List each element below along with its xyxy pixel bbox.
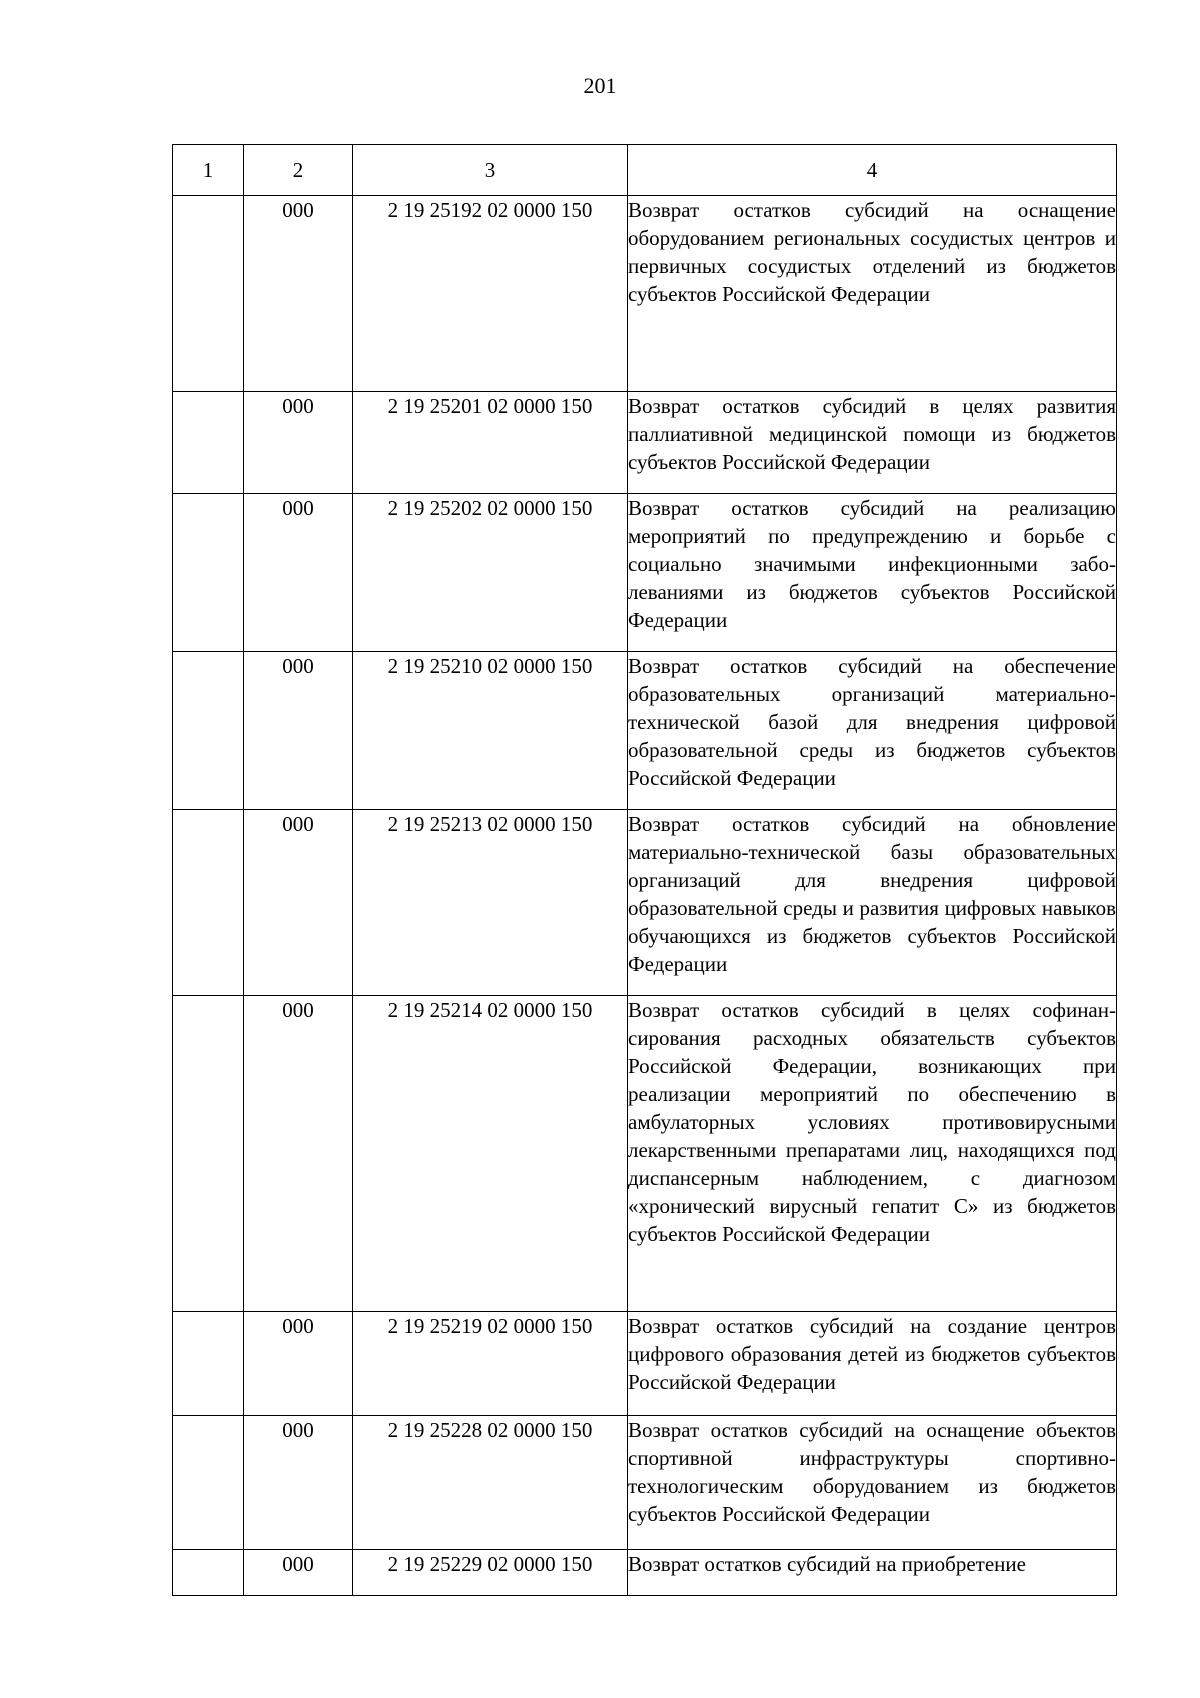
description-cell: Возврат остатков субсидий на приобретение <box>628 1550 1117 1596</box>
admin-code-cell: 000 <box>244 1550 353 1596</box>
table-row <box>173 494 1117 652</box>
description-cell: Возврат остатков субсидий на оснащение оборудованием региональных сосудистых центров и первичных сосудистых отделений из бюджетов субъектов Российской Федерации <box>628 196 1117 392</box>
description-cell: Возврат остатков субсидий на обновление материально-технической базы образовательных организаций для внедрения цифровой образовательной среды и развития цифровых навыков обучающихся из бюджетов субъектов Российской Федерации <box>628 810 1117 996</box>
row-number-cell <box>173 494 244 652</box>
row-number-cell <box>173 652 244 810</box>
description-cell: Возврат остатков субсидий на обеспечение образовательных организаций материально-технической базой для внедрения цифровой образовательной среды из бюджетов субъектов Российской Федерации <box>628 652 1117 810</box>
admin-code-cell: 000 <box>244 810 353 996</box>
description-cell: Возврат остатков субсидий на реализацию мероприятий по предупреждению и борьбе с социально значимыми инфекционными заболеваниями из бюджетов субъектов Российской Федерации <box>628 494 1117 652</box>
kbk-code-cell: 2 19 25202 02 0000 150 <box>353 494 628 652</box>
kbk-code-cell: 2 19 25210 02 0000 150 <box>353 652 628 810</box>
kbk-code-cell: 2 19 25214 02 0000 150 <box>353 996 628 1312</box>
table-row <box>173 392 1117 494</box>
row-number-cell <box>173 810 244 996</box>
row-number-cell <box>173 1416 244 1550</box>
table-row <box>173 1550 1117 1596</box>
admin-code-cell: 000 <box>244 996 353 1312</box>
description-cell: Возврат остатков субсидий в целях софинансирования расходных обязательств субъектов Российской Федерации, возникающих при реализации мероприятий по обеспечению в амбулаторных условиях противовирусными лекарственными препаратами лиц, находящихся под диспансерным наблюдением, с диагнозом «хронический вирусный гепатит C» из бюджетов субъектов Российской Федерации <box>628 996 1117 1312</box>
column-header-4: 4 <box>628 145 1117 196</box>
kbk-code-cell: 2 19 25229 02 0000 150 <box>353 1550 628 1596</box>
column-header-1: 1 <box>173 145 244 196</box>
table-row <box>173 652 1117 810</box>
description-cell: Возврат остатков субсидий на создание центров цифрового образования детей из бюджетов субъектов Российской Федерации <box>628 1312 1117 1416</box>
budget-code-table <box>172 144 1117 1596</box>
admin-code-cell: 000 <box>244 1312 353 1416</box>
row-number-cell <box>173 196 244 392</box>
row-number-cell <box>173 392 244 494</box>
description-cell: Возврат остатков субсидий в целях развития паллиативной медицинской помощи из бюджетов субъектов Российской Федерации <box>628 392 1117 494</box>
kbk-code-cell: 2 19 25228 02 0000 150 <box>353 1416 628 1550</box>
table-row <box>173 1312 1117 1416</box>
description-cell: Возврат остатков субсидий на оснащение объектов спортивной инфраструктуры спортивно-технологическим оборудованием из бюджетов субъектов Российской Федерации <box>628 1416 1117 1550</box>
kbk-code-cell: 2 19 25213 02 0000 150 <box>353 810 628 996</box>
column-header-3: 3 <box>353 145 628 196</box>
row-number-cell <box>173 1312 244 1416</box>
table-header-row <box>173 145 1117 196</box>
admin-code-cell: 000 <box>244 196 353 392</box>
column-header-2: 2 <box>244 145 353 196</box>
kbk-code-cell: 2 19 25201 02 0000 150 <box>353 392 628 494</box>
table-row <box>173 1416 1117 1550</box>
row-number-cell <box>173 996 244 1312</box>
table-row <box>173 810 1117 996</box>
admin-code-cell: 000 <box>244 652 353 810</box>
kbk-code-cell: 2 19 25219 02 0000 150 <box>353 1312 628 1416</box>
admin-code-cell: 000 <box>244 392 353 494</box>
table-row <box>173 996 1117 1312</box>
admin-code-cell: 000 <box>244 1416 353 1550</box>
page-number: 201 <box>583 73 617 98</box>
admin-code-cell: 000 <box>244 494 353 652</box>
table-row <box>173 196 1117 392</box>
kbk-code-cell: 2 19 25192 02 0000 150 <box>353 196 628 392</box>
row-number-cell <box>173 1550 244 1596</box>
